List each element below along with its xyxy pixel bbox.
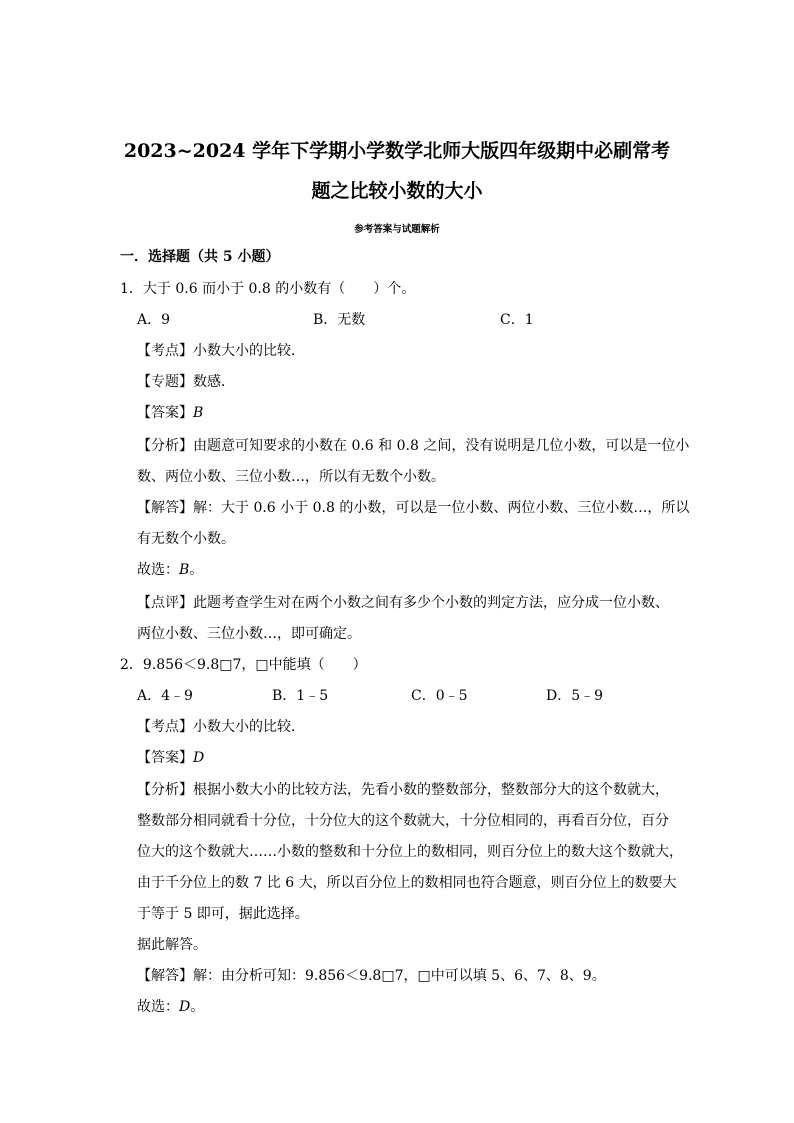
q1-fenxi-text1: 由题意可知要求的小数在 0.6 和 0.8 之间，没有说明是几位小数，可以是一位小 <box>193 438 690 454</box>
q2-fenxi-line6: 据此解答。 <box>137 937 207 953</box>
doc-subtitle: 参考答案与试题解析 <box>354 224 440 235</box>
tag-fenxi: 【分析】 <box>137 782 193 798</box>
q1-dianping-line1 <box>137 594 669 612</box>
section-heading: 一．选择题（共 5 小题） <box>120 249 280 265</box>
q2-answer <box>137 749 204 767</box>
q1-jieda-line2: 有无数个小数。 <box>137 531 235 547</box>
q2-fenxi-line4: 由于千分位上的数 7 比 6 大，所以百分位上的数相同也符合题意，则百分位上的数要大 <box>137 875 677 891</box>
q2-choose-letter: D <box>179 999 191 1015</box>
q2-option-b: B．1﹣5 <box>272 688 329 704</box>
q1-dianping-line2: 两位小数、三位小数…，即可确定。 <box>137 626 361 642</box>
q1-zhuanti-text: 数感． <box>193 374 235 390</box>
q2-choose <box>137 998 204 1016</box>
q1-fenxi-line1 <box>137 437 689 455</box>
tag-daan: 【答案】 <box>137 405 193 421</box>
q2-stem: 2．9.856＜9.8□7，□中能填（ ） <box>120 657 367 673</box>
q1-stem: 1．大于 0.6 而小于 0.8 的小数有（ ）个。 <box>120 281 416 297</box>
tag-daan: 【答案】 <box>137 750 193 766</box>
q2-jieda-line1 <box>137 967 606 985</box>
q2-choose-prefix: 故选： <box>137 999 179 1015</box>
q1-option-c: C．1 <box>500 312 534 328</box>
q1-choose-suffix: 。 <box>189 562 204 578</box>
doc-title-line1: 2023~2024 学年下学期小学数学北师大版四年级期中必刷常考 <box>123 140 671 162</box>
q2-fenxi-text1: 根据小数大小的比较方法，先看小数的整数部分，整数部分大的这个数就大， <box>193 782 669 798</box>
tag-kaodian: 【考点】 <box>137 719 193 735</box>
tag-zhuanti: 【专题】 <box>137 374 193 390</box>
q1-answer-text: B <box>193 405 204 421</box>
q1-jieda-line1 <box>137 499 689 517</box>
q1-choose-letter: B <box>179 562 190 578</box>
tag-jieda: 【解答】 <box>137 968 193 984</box>
q1-option-a: A．9 <box>137 312 171 328</box>
tag-jieda: 【解答】 <box>137 500 193 516</box>
q1-kaodian <box>137 342 305 360</box>
q1-fenxi-line2: 数、两位小数、三位小数…，所以有无数个小数。 <box>137 469 445 485</box>
tag-fenxi: 【分析】 <box>137 438 193 454</box>
q1-option-b: B．无数 <box>313 312 366 328</box>
q1-kaodian-text: 小数大小的比较． <box>193 343 305 359</box>
q1-answer <box>137 404 203 422</box>
q2-option-a: A．4﹣9 <box>137 688 193 704</box>
q2-option-d: D．5﹣9 <box>546 688 604 704</box>
q2-fenxi-line1 <box>137 781 669 799</box>
q1-choose-prefix: 故选： <box>137 562 179 578</box>
q2-kaodian-text: 小数大小的比较． <box>193 719 305 735</box>
q1-jieda-text1: 解：大于 0.6 小于 0.8 的小数，可以是一位小数、两位小数、三位小数…，所以 <box>193 500 690 516</box>
q1-dianping-text1: 此题考查学生对在两个小数之间有多少个小数的判定方法，应分成一位小数、 <box>193 595 669 611</box>
tag-kaodian: 【考点】 <box>137 343 193 359</box>
q2-choose-suffix: 。 <box>190 999 205 1015</box>
q1-choose <box>137 561 203 579</box>
q2-answer-text: D <box>193 750 205 766</box>
tag-dianping: 【点评】 <box>137 595 193 611</box>
doc-title-line2: 题之比较小数的大小 <box>311 180 483 202</box>
q2-option-c: C．0﹣5 <box>411 688 468 704</box>
q1-zhuanti <box>137 373 235 391</box>
q2-fenxi-line3: 位大的这个数就大……小数的整数和十分位上的数相同，则百分位上的数大这个数就大， <box>137 844 683 860</box>
q2-jieda-text1: 解：由分析可知：9.856＜9.8□7，□中可以填 5、6、7、8、9。 <box>193 968 606 984</box>
q2-fenxi-line2: 整数部分相同就看十分位，十分位大的这个数就大，十分位相同的，再看百分位，百分 <box>137 813 669 829</box>
q2-kaodian <box>137 718 305 736</box>
q2-fenxi-line5: 于等于 5 即可，据此选择。 <box>137 906 309 922</box>
